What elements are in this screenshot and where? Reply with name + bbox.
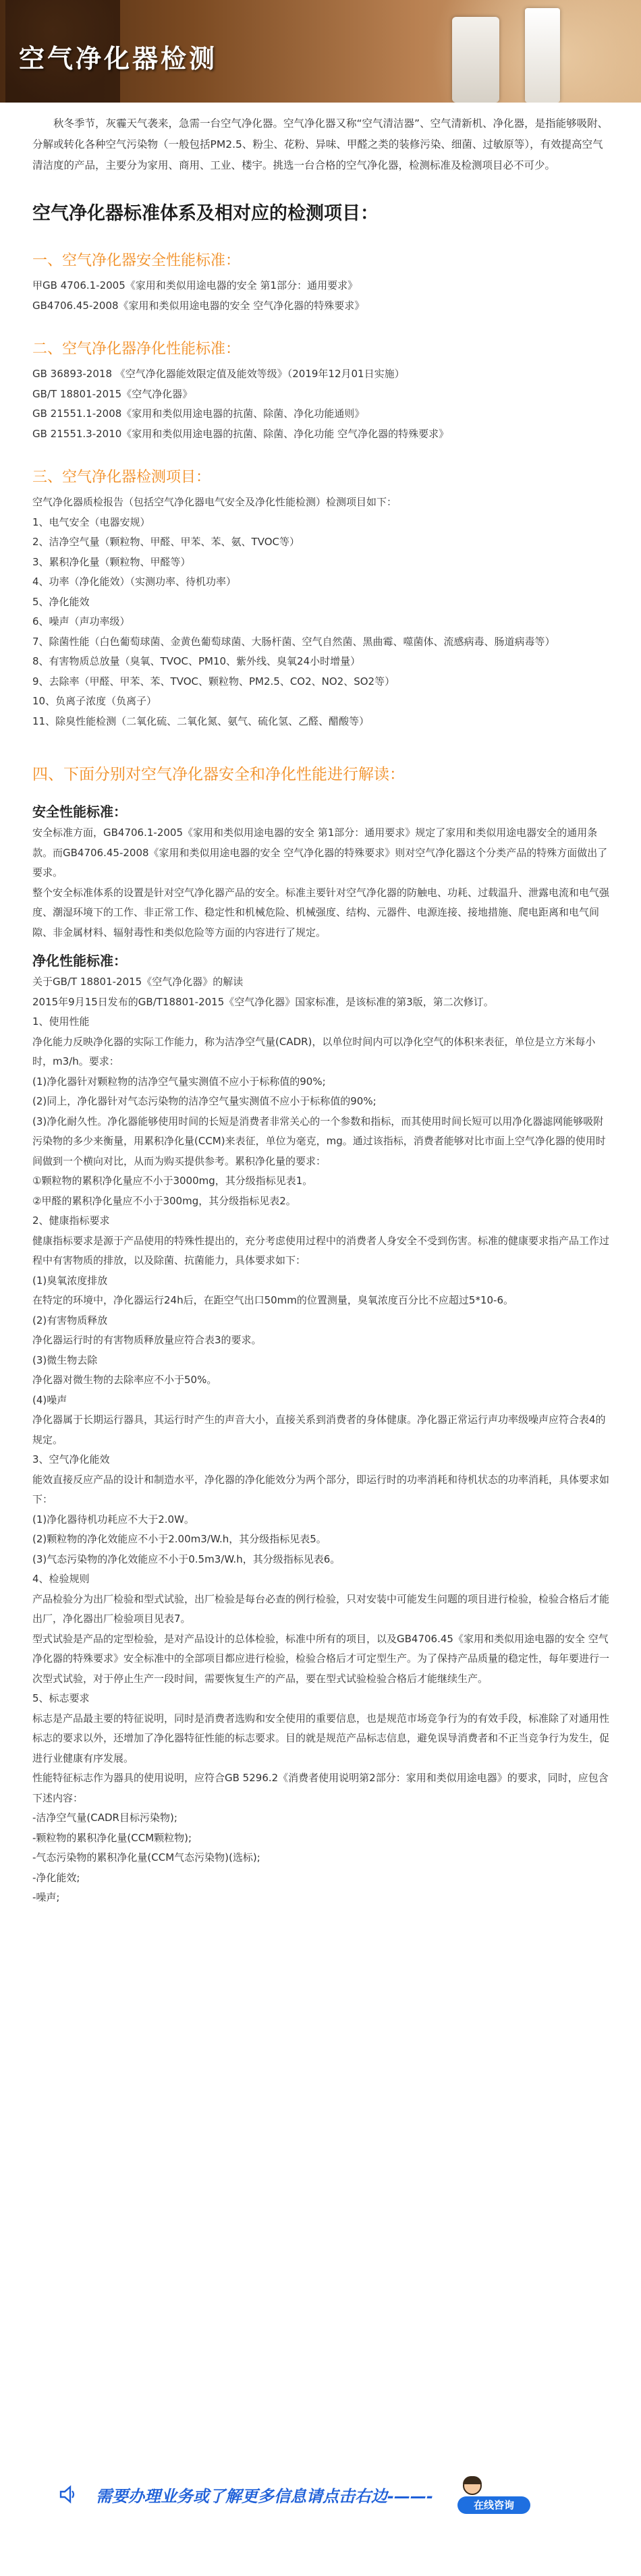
section-title: 二、空气净化器净化性能标准： <box>32 341 241 358</box>
section4-paragraph: -气态污染物的累积净化量(CCM气态污染物)(选标); <box>32 1851 260 1864</box>
section4-paragraph: (2)颗粒物的净化效能应不小于2.00m3/W.h，其分级指标见表5。 <box>32 1533 327 1545</box>
section-line: GB/T 18801-2015《空气净化器》 <box>32 387 193 400</box>
section4-body <box>32 800 610 1908</box>
section4-paragraph: 性能特征标志作为器具的使用说明，应符合GB 5296.2《消费者使用说明第2部分：家用和类似用途电器》的要求，同时，应包含下述内容： <box>32 1772 609 1804</box>
section4-paragraph: (1)净化器针对颗粒物的洁净空气量实测值不应小于标称值的90%; <box>32 1075 326 1088</box>
section-line: 5、净化能效 <box>32 595 90 608</box>
main-heading: 空气净化器标准体系及相对应的检测项目： <box>32 203 379 224</box>
section4-paragraph: 关于GB/T 18801-2015《空气净化器》的解读 <box>32 976 244 988</box>
footer-cta-text: 需要办理业务或了解更多信息请点击右边-——- <box>96 2487 433 2506</box>
section4-paragraph: -净化能效; <box>32 1871 80 1884</box>
section4-paragraph: 1、使用性能 <box>32 1015 90 1028</box>
section-title: 三、空气净化器检测项目： <box>32 469 211 486</box>
section4-paragraph: 在特定的环境中，净化器运行24h后，在距空气出口50mm的位置测量，臭氧浓度百分比不应超过5*10-6。 <box>32 1294 513 1306</box>
section-line: 2、洁净空气量（颗粒物、甲醛、甲苯、苯、氨、TVOC等） <box>32 536 300 548</box>
standard-sections <box>32 250 610 731</box>
section4-paragraph: (3)净化耐久性。净化器能够使用时间的长短是消费者非常关心的一个参数和指标，而其使用时间长短可以用净化器滤网能够吸附污染物的多少来衡量，用累积净化量(CCM)来表征，单位为毫克，mg。通过该指标，消费者能够对比市面上空气净化器的使用时间做到一个横向对比，从而为购买提供参考。累积净化量的要求： <box>32 1115 606 1167</box>
subsection-heading: 净化性能标准： <box>32 953 127 969</box>
section4-paragraph: 4、检验规则 <box>32 1573 90 1585</box>
air-purifier-image-2 <box>525 8 560 103</box>
section4-paragraph: 安全标准方面，GB4706.1-2005《家用和类似用途电器的安全 第1部分：通用要求》规定了家用和类似用途电器安全的通用条款。而GB4706.45-2008《家用和类似用途电器的安全 空气净化器的特殊要求》则对空气净化器这个分类产品的特殊方面做出了要求。 <box>32 827 608 878</box>
section-line: GB 36893-2018 《空气净化器能效限定值及能效等级》（2019年12月01日实施） <box>32 368 405 380</box>
section4-paragraph: 净化能力反映净化器的实际工作能力，称为洁净空气量(CADR)，以单位时间内可以净化空气的体积来表征，单位是立方米每小时，m3/h。要求： <box>32 1035 596 1067</box>
section4-paragraph: (3)气态污染物的净化效能应不小于0.5m3/W.h，其分级指标见表6。 <box>32 1552 341 1565</box>
section-line: GB 21551.1-2008《家用和类似用途电器的抗菌、除菌、净化功能通则》 <box>32 408 365 420</box>
consultant-hair <box>463 2476 482 2484</box>
section-line: 6、噪声（声功率级） <box>32 615 130 627</box>
section4-paragraph: 净化器对微生物的去除率应不小于50%。 <box>32 1374 217 1386</box>
section-line: 8、有害物质总放量（臭氧、TVOC、PM10、紫外线、臭氧24小时增量） <box>32 655 361 667</box>
section4-paragraph: 型式试验是产品的定型检验，是对产品设计的总体检验，标准中所有的项目，以及GB4706.45《家用和类似用途电器的安全 空气净化器的特殊要求》安全标准中的全部项目都应进行检验，检验合格后才可定型生产。为了保持产品质量的稳定性，每年要进行一次型式试验，对于停止生产一段时间，需要恢复生产的产品，要在型式试验检验合格后才能继续生产。 <box>32 1632 610 1685</box>
section4-paragraph: 2015年9月15日发布的GB/T18801-2015《空气净化器》国家标准，是该标准的第3版，第二次修订。 <box>32 995 494 1008</box>
footer-bar <box>0 2468 641 2522</box>
section4-paragraph: -洁净空气量(CADR目标污染物); <box>32 1812 177 1824</box>
section4-paragraph: 净化器属于长期运行器具，其运行时产生的声音大小，直接关系到消费者的身体健康。净化器正常运行声功率级噪声应符合表4的规定。 <box>32 1413 606 1446</box>
section4-paragraph: 2、健康指标要求 <box>32 1214 110 1227</box>
article-body <box>32 113 610 1908</box>
section4-paragraph: (1)臭氧浓度排放 <box>32 1274 108 1287</box>
section4-paragraph: 净化器运行时的有害物质释放量应符合表3的要求。 <box>32 1334 262 1346</box>
section4-paragraph: 能效直接反应产品的设计和制造水平，净化器的净化能效分为两个部分，即运行时的功率消耗和待机状态的功率消耗，具体要求如下： <box>32 1473 610 1505</box>
section4-paragraph: (3)微生物去除 <box>32 1353 98 1366</box>
section-line: 甲GB 4706.1-2005《家用和类似用途电器的安全 第1部分：通用要求》 <box>32 279 358 291</box>
online-consult-label[interactable]: 在线咨询 <box>457 2496 530 2514</box>
section-line: 11、除臭性能检测（二氧化硫、二氧化氮、氨气、硫化氢、乙醛、醋酸等） <box>32 715 370 727</box>
section4-paragraph: 健康指标要求是源于产品使用的特殊性提出的，充分考虑使用过程中的消费者人身安全不受到伤害。标准的健康要求指产品工作过程中有害物质的排放，以及除菌、抗菌能力，具体要求如下： <box>32 1234 610 1266</box>
section-title: 一、空气净化器安全性能标准： <box>32 252 241 269</box>
section-line: GB 21551.3-2010《家用和类似用途电器的抗菌、除菌、净化功能 空气净化器的特殊要求》 <box>32 427 449 440</box>
section-3 <box>32 467 610 731</box>
section-line: 3、累积净化量（颗粒物、甲醛等） <box>32 555 191 568</box>
section4-paragraph: 3、空气净化能效 <box>32 1453 110 1465</box>
speaker-icon <box>59 2484 77 2504</box>
section4-paragraph: (2)同上，净化器针对气态污染物的洁净空气量实测值不应小于标称值的90%; <box>32 1095 377 1107</box>
section4-paragraph: (2)有害物质释放 <box>32 1314 108 1326</box>
section4-paragraph: 标志是产品最主要的特征说明，同时是消费者选购和安全使用的重要信息，也是规范市场竞争行为的有效手段，标准除了对通用性标志的要求以外，还增加了净化器特征性能的标志要求。目的就是规范产品标志信息，避免误导消费者和不正当竞争行为发生，促进行业健康有序发展。 <box>32 1712 610 1764</box>
section4-paragraph: ①颗粒物的累积净化量应不小于3000mg，其分级指标见表1。 <box>32 1175 313 1187</box>
section-2 <box>32 339 610 444</box>
section-line: 7、除菌性能（白色葡萄球菌、金黄色葡萄球菌、大肠杆菌、空气自然菌、黑曲霉、噬菌体、流感病毒、肠道病毒等） <box>32 635 555 648</box>
section4-paragraph: -颗粒物的累积净化量(CCM颗粒物); <box>32 1831 192 1844</box>
section-line: 1、电气安全（电器安规） <box>32 515 150 528</box>
intro-paragraph: 秋冬季节，灰霾天气袭来，急需一台空气净化器。空气净化器又称“空气清洁器”、空气清新机、净化器，是指能够吸附、分解或转化各种空气污染物（一般包括PM2.5、粉尘、花粉、异味、甲醛之类的装修污染、细菌、过敏原等），有效提高空气清洁度的产品，主要分为家用、商用、工业、楼宇。挑选一台合格的空气净化器，检测标准及检测项目必不可少。 <box>32 117 609 171</box>
section-line: 9、去除率（甲醛、甲苯、苯、TVOC、颗粒物、PM2.5、CO2、NO2、SO2等） <box>32 675 395 688</box>
section-line: 空气净化器质检报告（包括空气净化器电气安全及净化性能检测）检测项目如下： <box>32 496 397 508</box>
banner-title: 空气净化器检测 <box>19 44 218 74</box>
subsection-heading: 安全性能标准： <box>32 804 127 820</box>
online-consult-button[interactable] <box>457 2476 538 2517</box>
section4-paragraph: 5、标志要求 <box>32 1692 90 1704</box>
section4-paragraph: 整个安全标准体系的设置是针对空气净化器产品的安全。标准主要针对空气净化器的防触电、功耗、过载温升、泄露电流和电气强度、潮湿环境下的工作、非正常工作、稳定性和机械危险、机械强度、结构、元器件、电源连接、接地措施、爬电距离和电气间隙、非金属材料、辐射毒性和类似危险等方面的内容进行了规定。 <box>32 886 610 939</box>
section-line: 4、功率（净化能效）（实测功率、待机功率） <box>32 576 237 588</box>
section-line: 10、负离子浓度（负离子） <box>32 695 157 707</box>
banner-light <box>358 0 641 103</box>
section4-paragraph: (1)净化器待机功耗应不大于2.0W。 <box>32 1513 194 1525</box>
header-banner <box>0 0 641 103</box>
section4-title: 四、下面分别对空气净化器安全和净化性能进行解读： <box>32 766 405 783</box>
section4-paragraph: -噪声; <box>32 1891 60 1903</box>
section4-paragraph: 产品检验分为出厂检验和型式试验，出厂检验是每台必查的例行检验，只对安装中可能发生问题的项目进行检验，检验合格后才能出厂，净化器出厂检验项目见表7。 <box>32 1592 610 1625</box>
section4-paragraph: ②甲醛的累积净化量应不小于300mg，其分级指标见表2。 <box>32 1194 296 1207</box>
air-purifier-image <box>452 17 499 103</box>
section-line: GB4706.45-2008《家用和类似用途电器的安全 空气净化器的特殊要求》 <box>32 299 365 312</box>
section-1 <box>32 250 610 316</box>
section4-paragraph: (4)噪声 <box>32 1393 67 1406</box>
